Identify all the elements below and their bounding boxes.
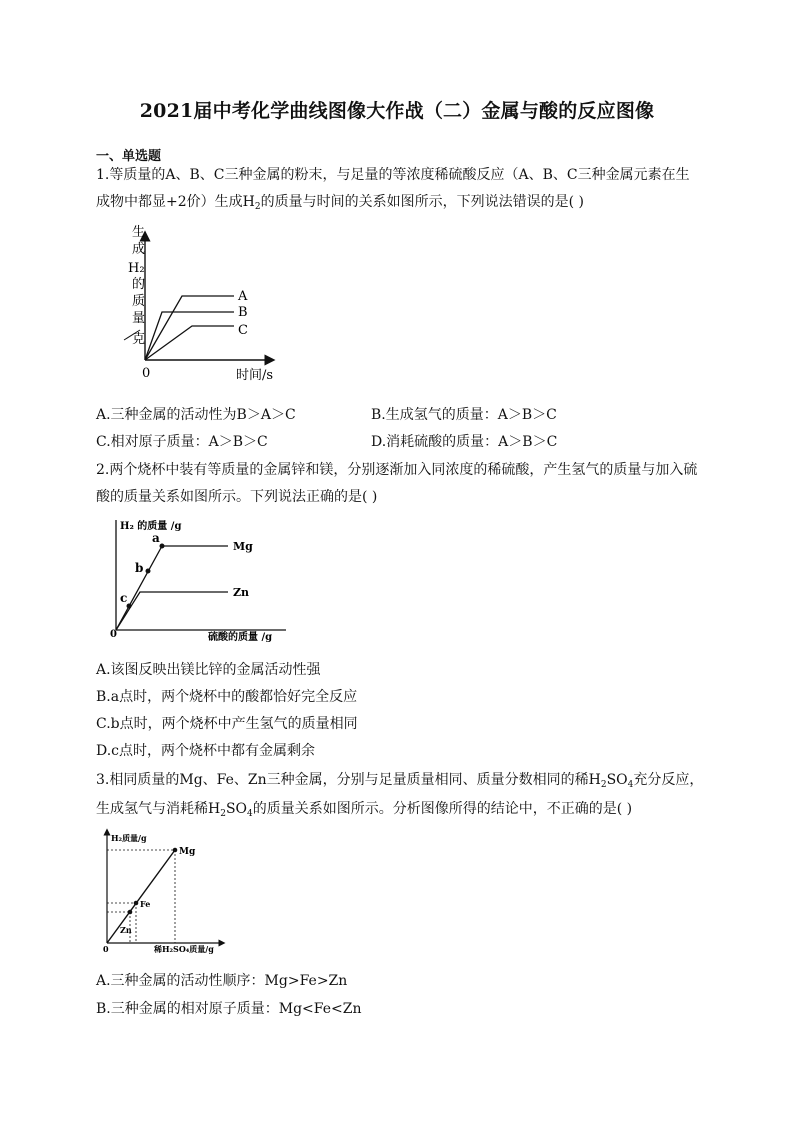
q1-label-c: C xyxy=(238,323,248,338)
q2-point-b xyxy=(146,569,151,574)
q2-origin: 0 xyxy=(110,629,117,640)
q3-origin: 0 xyxy=(103,944,109,954)
q1-stem-line1: 1.等质量的A、B、C三种金属的粉末，与足量的等浓度稀硫酸反应（A、B、C三种金属元素在生 xyxy=(96,167,690,183)
q1-figure xyxy=(110,222,300,384)
page-title: 2021届中考化学曲线图像大作战（二）金属与酸的反应图像 xyxy=(139,100,655,122)
q2-curve-mg xyxy=(116,546,228,630)
q1-label-b: B xyxy=(238,305,248,320)
q2-stem-line1: 2.两个烧杯中装有等质量的金属锌和镁，分别逐渐加入同浓度的稀硫酸，产生氢气的质量与加入硫 xyxy=(96,462,698,478)
q1-option-b[interactable]: B.生成氢气的质量：A＞B＞C xyxy=(371,407,557,423)
q3-label-fe: Fe xyxy=(140,899,151,909)
q2-label-zn: Zn xyxy=(233,586,250,599)
q2-point-a xyxy=(160,544,165,549)
q2-figure xyxy=(100,514,300,646)
q1-ylabel-2: 成 xyxy=(132,242,146,257)
q3-stem-line1: 3.相同质量的Mg、Fe、Zn三种金属，分别与足量质量相同、质量分数相同的稀$H_2SO_4$充分反应， xyxy=(96,772,704,790)
q2-option-a[interactable]: A.该图反映出镁比锌的金属活动性强 xyxy=(96,662,321,678)
q1-label-a: A xyxy=(238,289,248,304)
q1-curve-c xyxy=(145,326,234,360)
q1-ylabel-7: 克 xyxy=(132,332,146,347)
q3-ylabel: H₂质量/g xyxy=(111,833,147,843)
q3-option-a[interactable]: A.三种金属的活动性顺序：Mg>Fe>Zn xyxy=(96,973,348,989)
q1-ylabel-1: 生 xyxy=(132,225,146,240)
q1-stem-line2: 成物中都显+2价）生成$H_2$的质量与时间的关系如图所示，下列说法错误的是( ) xyxy=(96,194,584,212)
q1-option-d[interactable]: D.消耗硫酸的质量：A＞B＞C xyxy=(371,434,558,450)
q3-line xyxy=(107,850,175,943)
q1-ylabel-5: 质 xyxy=(132,294,146,309)
q2-ylabel: H₂ 的质量 /g xyxy=(120,521,182,532)
q1-ylabel-4: 的 xyxy=(132,277,146,292)
q1-xlabel: 时间/s xyxy=(236,368,274,383)
q2-option-b[interactable]: B.a点时，两个烧杯中的酸都恰好完全反应 xyxy=(96,689,358,705)
q1-ylabel-3: H₂ xyxy=(128,261,145,276)
q3-label-zn: Zn xyxy=(120,925,132,935)
q2-label-a: a xyxy=(152,531,160,545)
q3-label-mg: Mg xyxy=(179,847,196,857)
q2-curve-zn xyxy=(116,592,228,630)
q2-label-b: b xyxy=(135,561,144,575)
section-heading: 一、单选题 xyxy=(96,149,162,164)
q2-label-c: c xyxy=(120,591,128,605)
q1-origin: 0 xyxy=(142,366,151,381)
q2-stem-line2: 酸的质量关系如图所示。下列说法正确的是( ) xyxy=(96,489,378,505)
q2-option-d[interactable]: D.c点时，两个烧杯中都有金属剩余 xyxy=(96,743,316,759)
q2-xlabel: 硫酸的质量 /g xyxy=(208,632,273,643)
q2-option-c[interactable]: C.b点时，两个烧杯中产生氢气的质量相同 xyxy=(96,716,358,732)
q2-label-mg: Mg xyxy=(233,540,253,553)
q3-option-b[interactable]: B.三种金属的相对原子质量：Mg<Fe<Zn xyxy=(96,1001,362,1017)
q1-option-c[interactable]: C.相对原子质量：A＞B＞C xyxy=(96,434,268,450)
q3-xlabel: 稀H₂SO₄质量/g xyxy=(154,944,214,954)
q3-point-fe xyxy=(134,901,139,906)
q3-figure xyxy=(100,828,230,962)
q3-stem-line2: 生成氢气与消耗稀$H_2SO_4$的质量关系如图所示。分析图像所得的结论中，不正确的是( ) xyxy=(96,801,633,819)
q1-option-a[interactable]: A.三种金属的活动性为B＞A＞C xyxy=(96,407,296,423)
q3-point-zn xyxy=(128,910,133,915)
q1-ylabel-6: 量 xyxy=(132,311,146,326)
q3-point-mg xyxy=(173,848,178,853)
